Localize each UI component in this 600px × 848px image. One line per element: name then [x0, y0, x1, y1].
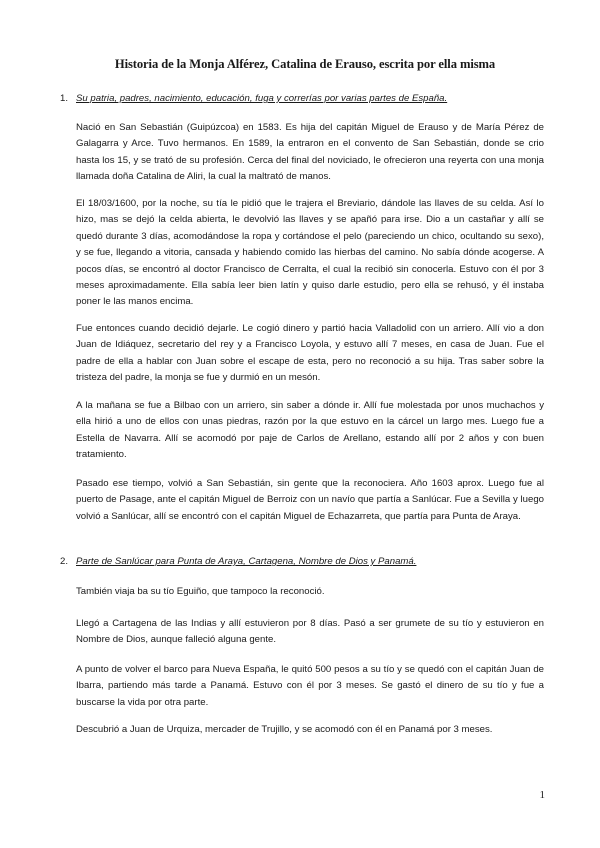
section-title: Su patria, padres, nacimiento, educación, fuga y correrías por varias partes de España.: [76, 93, 448, 104]
section-number: 2.: [60, 556, 69, 567]
paragraph: Pasado ese tiempo, volvió a San Sebastián, sin gente que la reconociera. Año 1603 aprox. Luego fue al puerto de Pasage, ante el capitán Miguel de Berroiz con un navío que partía a Sanlúcar. Fue a Sevilla y luego volvió a Sanlúcar, allí se encontró con el capitán Miguel de Echazarreta, que partía para Punta de Araya.: [76, 478, 544, 522]
paragraph: Fue entonces cuando decidió dejarle. Le cogió dinero y partió hacia Valladolid con un arriero. Allí vio a don Juan de Idiáquez, secretario del rey y a Francisco Loyola, y estuvo allí 7 meses, en casa de Juan. Fue el padre de ella a hablar con Juan sobre el escape de esta, pero no reconoció a su hija. Tras saber sobre la tristeza del padre, la monja se fue y durmió en un mesón.: [76, 323, 544, 384]
section-heading-1: [60, 93, 448, 104]
paragraph: Nació en San Sebastián (Guipúzcoa) en 1583. Es hija del capitán Miguel de Erauso y de María Pérez de Galagarra y Arce. Tuvo hermanos. En 1589, la entraron en el convento de San Sebastián, donde se crio hasta los 15, y se trató de su profesión. Cerca del final del noviciado, le ofrecieron una reyerta con una monja llamada doña Catalina de Aliri, la cual la maltrató de manos.: [76, 122, 544, 183]
paragraph: A punto de volver el barco para Nueva España, le quitó 500 pesos a su tío y se quedó con el capitán Juan de Ibarra, partiendo más tarde a Panamá. Estuvo con él por 3 meses. Se gastó el dinero de su tío y fue a buscarse la vida por otra parte.: [76, 664, 544, 708]
section-number: 1.: [60, 93, 69, 104]
section-title: Parte de Sanlúcar para Punta de Araya, Cartagena, Nombre de Dios y Panamá.: [76, 556, 417, 567]
page-number: 1: [539, 789, 545, 801]
document-title: Historia de la Monja Alférez, Catalina de Erauso, escrita por ella misma: [114, 57, 496, 71]
section-heading-2: [60, 556, 417, 567]
paragraph: También viaja ba su tío Eguiño, que tampoco la reconoció.: [76, 586, 325, 597]
paragraph: Llegó a Cartagena de las Indias y allí estuvieron por 8 días. Pasó a ser grumete de su tío y estuvieron en Nombre de Dios, aunque falleció alguna gente.: [76, 618, 544, 646]
paragraph: El 18/03/1600, por la noche, su tía le pidió que le trajera el Breviario, dándole las llaves de su celda. Así lo hizo, mas se dejó la celda abierta, le devolvió las llaves y se apañó para irse. Dio a un castañar y allí se quedó durante 3 días, acomodándose la ropa y cortándose el pelo (pareciendo un chico, ocultando su sexo), y se fue, llegando a vitoria, cansada y habiendo comido las hierbas del camino. No sabía dónde acogerse. A pocos días, se encontró al doctor Francisco de Cerralta, el cual la recibió sin conocerla. Estuvo con él por 3 meses aproximadamente. Ella sabía leer bien latín y quiso darle estudio, pero ella se rehusó, y él instaba poner le las manos encima.: [76, 198, 544, 308]
paragraph: A la mañana se fue a Bilbao con un arriero, sin saber a dónde ir. Allí fue molestada por unos muchachos y ella hirió a uno de ellos con unas piedras, razón por la que estuvo en la cárcel un largo mes. Luego fue a Estella de Navarra. Allí se acomodó por paje de Carlos de Arellano, estando allí por 2 años y con buen tratamiento.: [76, 400, 544, 461]
paragraph: Descubrió a Juan de Urquiza, mercader de Trujillo, y se acomodó con él en Panamá por 3 meses.: [76, 724, 493, 735]
